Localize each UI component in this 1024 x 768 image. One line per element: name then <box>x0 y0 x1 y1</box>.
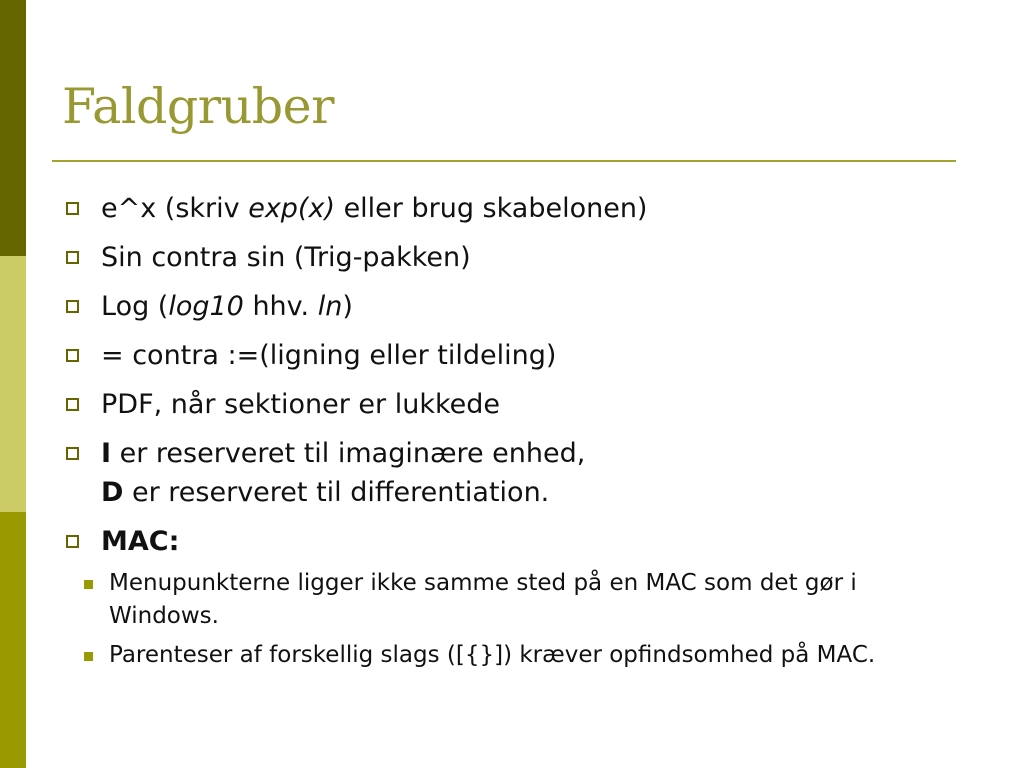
bullet-text: e^x (skriv <box>101 193 249 224</box>
bullet-text: Log ( <box>101 291 169 322</box>
filled-square-bullet-icon <box>84 652 93 661</box>
bullet-text: Sin contra sin (Trig-pakken) <box>101 242 471 273</box>
bullet-item-sin <box>64 238 964 277</box>
bullet-italic-text: log10 <box>168 291 244 322</box>
sub-bullet-text: Parenteser af forskellig slags ([{}]) kræver opfindsomhed på MAC. <box>109 642 876 668</box>
sub-bullet-item <box>101 639 964 672</box>
bullet-line <box>101 473 964 512</box>
bullet-item-log <box>64 287 964 326</box>
hollow-square-bullet-icon <box>66 300 79 313</box>
bullet-text: = contra :=(ligning eller tildeling) <box>101 340 557 371</box>
side-bar-middle-segment <box>0 256 26 512</box>
sub-bullet-item <box>101 567 964 633</box>
bullet-text: ) <box>342 291 353 322</box>
bullet-italic-text: ln <box>317 291 343 322</box>
bullet-item-mac <box>64 522 964 672</box>
title-divider <box>52 160 956 162</box>
hollow-square-bullet-icon <box>66 447 79 460</box>
bullet-item-pdf <box>64 385 964 424</box>
sub-bullet-list <box>101 567 964 672</box>
hollow-square-bullet-icon <box>66 202 79 215</box>
side-bar-top-segment <box>0 0 26 256</box>
slide-title: Faldgruber <box>62 78 335 135</box>
hollow-square-bullet-icon <box>66 398 79 411</box>
bullet-item-exp <box>64 189 964 228</box>
bullet-text: eller brug skabelonen) <box>334 193 648 224</box>
sub-bullet-text: Menupunkterne ligger ikke samme sted på en MAC som det gør i Windows. <box>109 570 857 629</box>
bullet-bold-text: MAC: <box>101 526 180 557</box>
bullet-item-reserved <box>64 434 964 512</box>
bullet-bold-text: D <box>101 477 124 508</box>
hollow-square-bullet-icon <box>66 535 79 548</box>
bullet-italic-text: exp(x) <box>248 193 335 224</box>
filled-square-bullet-icon <box>84 580 93 589</box>
bullet-text: er reserveret til differentiation. <box>123 477 550 508</box>
hollow-square-bullet-icon <box>66 349 79 362</box>
hollow-square-bullet-icon <box>66 251 79 264</box>
bullet-list <box>64 189 964 682</box>
bullet-line <box>101 434 964 473</box>
bullet-bold-text: I <box>101 438 112 469</box>
side-bar-bottom-segment <box>0 512 26 768</box>
bullet-text: hhv. <box>243 291 318 322</box>
bullet-item-assignment <box>64 336 964 375</box>
decorative-side-bar <box>0 0 26 768</box>
bullet-text: er reserveret til imaginære enhed, <box>111 438 586 469</box>
bullet-text: PDF, når sektioner er lukkede <box>101 389 501 420</box>
